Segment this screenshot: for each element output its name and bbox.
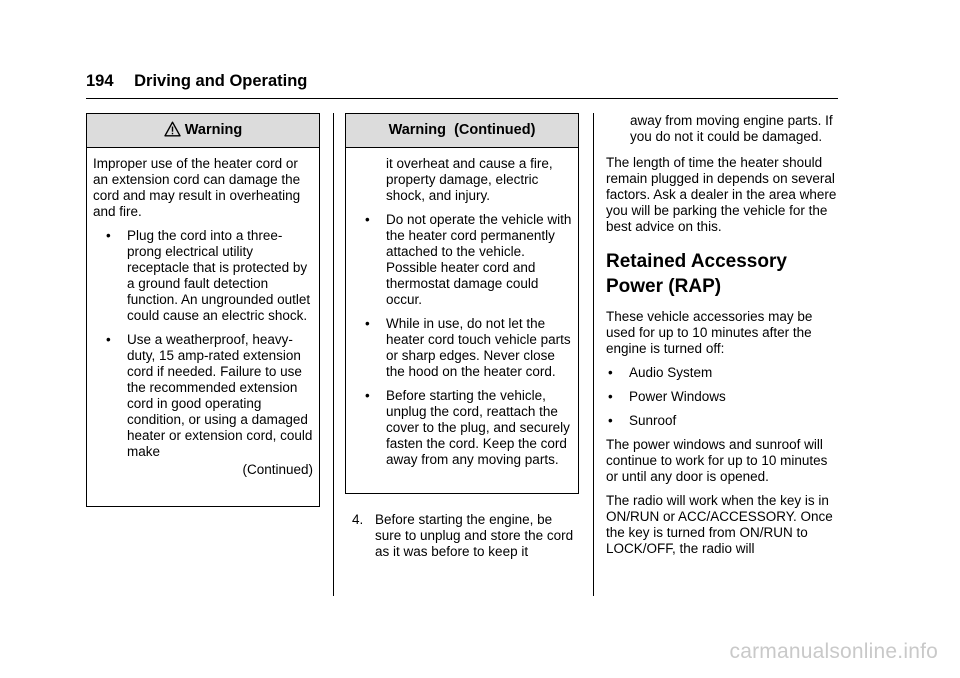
warning-triangle-icon xyxy=(164,117,181,150)
column-divider-2 xyxy=(593,113,594,596)
list-item xyxy=(606,389,842,405)
bullet-text: Before starting the vehicle, unplug the cord, reattach the cover to the plug, and securely fasten the cord. Keep the cord away from any moving parts. xyxy=(386,388,570,467)
page-header xyxy=(86,72,307,91)
bullet-text: Use a weatherproof, heavy-duty, 15 amp-rated extension cord if needed. Failure to use the recommended extension cord in good operating condition, or using a damaged heater or extension cord, could make xyxy=(127,332,313,459)
bullet-icon: • xyxy=(365,388,370,403)
bullet-icon: • xyxy=(365,316,370,331)
step-4 xyxy=(352,512,580,560)
heater-time-paragraph: The length of time the heater should remain plugged in depends on several factors. Ask a dealer in the area where you will be parking the vehicle for the best advice on this. xyxy=(606,155,837,234)
list-item xyxy=(93,332,313,460)
warning-intro: Improper use of the heater cord or an extension cord can damage the cord and may result in overheating and fire. xyxy=(93,156,301,219)
column-divider-1 xyxy=(333,113,334,596)
section-title: Driving and Operating xyxy=(134,72,308,90)
continued-label: (Continued) xyxy=(242,462,313,477)
warning-title: Warning (Continued) xyxy=(388,122,536,138)
bullet-icon: • xyxy=(365,212,370,227)
bullet-text: Plug the cord into a three-prong electrical utility receptacle that is protected by a ground fault detection function. An ungrounded outlet could cause an electric shock. xyxy=(127,228,311,323)
bullet-icon: • xyxy=(106,228,111,243)
header-rule xyxy=(86,98,838,99)
list-item-text: Audio System xyxy=(629,365,713,380)
bullet-icon: • xyxy=(608,413,613,428)
warning-header xyxy=(87,114,319,148)
list-item xyxy=(93,228,313,324)
list-item xyxy=(352,212,572,308)
warning-header xyxy=(346,114,578,148)
watermark: carmanualsonline.info xyxy=(729,640,938,663)
page-number: 194 xyxy=(86,72,114,90)
list-item xyxy=(606,365,842,381)
warning-continuation: it overheat and cause a fire, property damage, electric shock, and injury. xyxy=(386,156,553,203)
windows-paragraph: The power windows and sunroof will continue to work for up to 10 minutes or until any door is opened. xyxy=(606,437,828,484)
bullet-icon: • xyxy=(106,332,111,347)
warning-box-continued xyxy=(345,113,579,494)
warning-title: Warning xyxy=(184,122,243,138)
list-item xyxy=(352,388,572,468)
list-item xyxy=(606,413,842,429)
continued-text: away from moving engine parts. If you do not it could be damaged. xyxy=(630,113,833,144)
bullet-text: While in use, do not let the heater cord touch vehicle parts or sharp edges. Never close the hood on the heater cord. xyxy=(386,316,571,379)
rap-intro-paragraph: These vehicle accessories may be used for up to 10 minutes after the engine is turned off: xyxy=(606,309,813,356)
list-item xyxy=(352,316,572,380)
step-number: 4. xyxy=(352,512,364,527)
list-item-text: Sunroof xyxy=(629,413,677,428)
bullet-icon: • xyxy=(608,389,613,404)
warning-bullets xyxy=(93,228,313,460)
column-3 xyxy=(606,113,842,565)
list-item-text: Power Windows xyxy=(629,389,726,404)
accessory-list xyxy=(606,365,842,429)
radio-paragraph: The radio will work when the key is in ON/RUN or ACC/ACCESSORY. Once the key is turned from ON/RUN to LOCK/OFF, the radio will xyxy=(606,493,833,556)
step-text: Before starting the engine, be sure to unplug and store the cord as it was before to keep it xyxy=(375,512,574,559)
bullet-text: Do not operate the vehicle with the heater cord permanently attached to the vehicle. Possible heater cord and thermostat damage could occur. xyxy=(386,212,572,307)
bullet-icon: • xyxy=(608,365,613,380)
warning-box-heater-cord xyxy=(86,113,320,507)
section-heading-rap: Retained Accessory Power (RAP) xyxy=(606,251,787,297)
warning-bullets xyxy=(352,212,572,468)
